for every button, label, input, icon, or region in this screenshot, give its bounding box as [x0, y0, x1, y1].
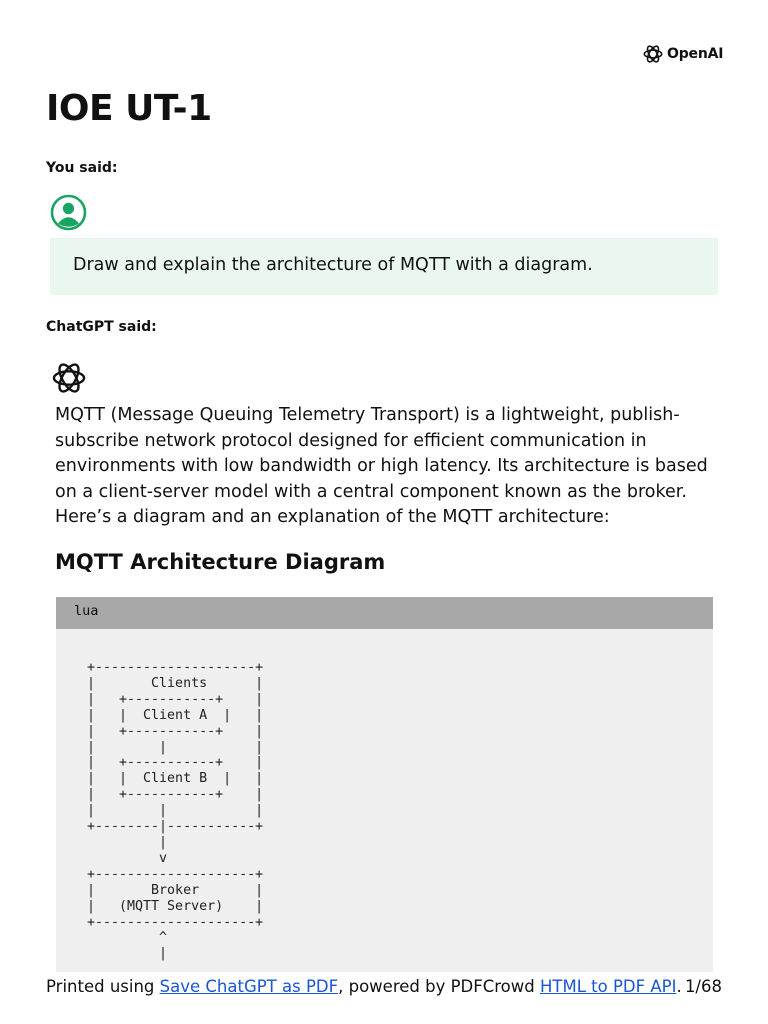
page-number: 1/68	[684, 977, 722, 996]
code-block	[56, 629, 713, 972]
code-content: +--------------------+ | Clients | | +-----------+ | | | Client A | | | +-----------+ | | | | | +-----------+ | | | Client B | | | +-----------+ | | | | +--------|-----------+ | v +--------------------+ | Broker | | (MQTT Server) | +--------------------+ ^ |	[87, 660, 264, 962]
brand-name: OpenAI	[667, 46, 724, 62]
user-speaker-label: You said:	[46, 160, 118, 176]
footer-prefix: Printed using	[46, 977, 160, 996]
html-to-pdf-api-link[interactable]: HTML to PDF API	[540, 977, 677, 996]
footer-middle: , powered by PDFCrowd	[338, 977, 540, 996]
chatgpt-avatar-icon	[50, 359, 88, 397]
user-message	[50, 238, 718, 295]
code-language-label: lua	[74, 603, 99, 619]
openai-brand	[642, 43, 723, 65]
openai-logo-icon	[642, 43, 664, 65]
user-avatar-icon	[50, 194, 87, 231]
assistant-speaker-label: ChatGPT said:	[46, 319, 157, 335]
print-footer	[46, 977, 722, 996]
section-heading: MQTT Architecture Diagram	[55, 550, 386, 574]
save-chatgpt-pdf-link[interactable]: Save ChatGPT as PDF	[159, 977, 339, 996]
footer-suffix: .	[676, 977, 682, 996]
code-block-header	[56, 597, 713, 629]
assistant-intro-paragraph: MQTT (Message Queuing Telemetry Transport) is a lightweight, publish-subscribe network protocol designed for efficient communication in environments with low bandwidth or high latency. Its architecture is based on a client-server model with a central component known as the broker. Here’s a diagram and an explanation of the MQTT architecture:	[55, 405, 708, 528]
user-message-text: Draw and explain the architecture of MQTT with a diagram.	[73, 255, 593, 275]
page-title: IOE UT-1	[46, 88, 212, 129]
